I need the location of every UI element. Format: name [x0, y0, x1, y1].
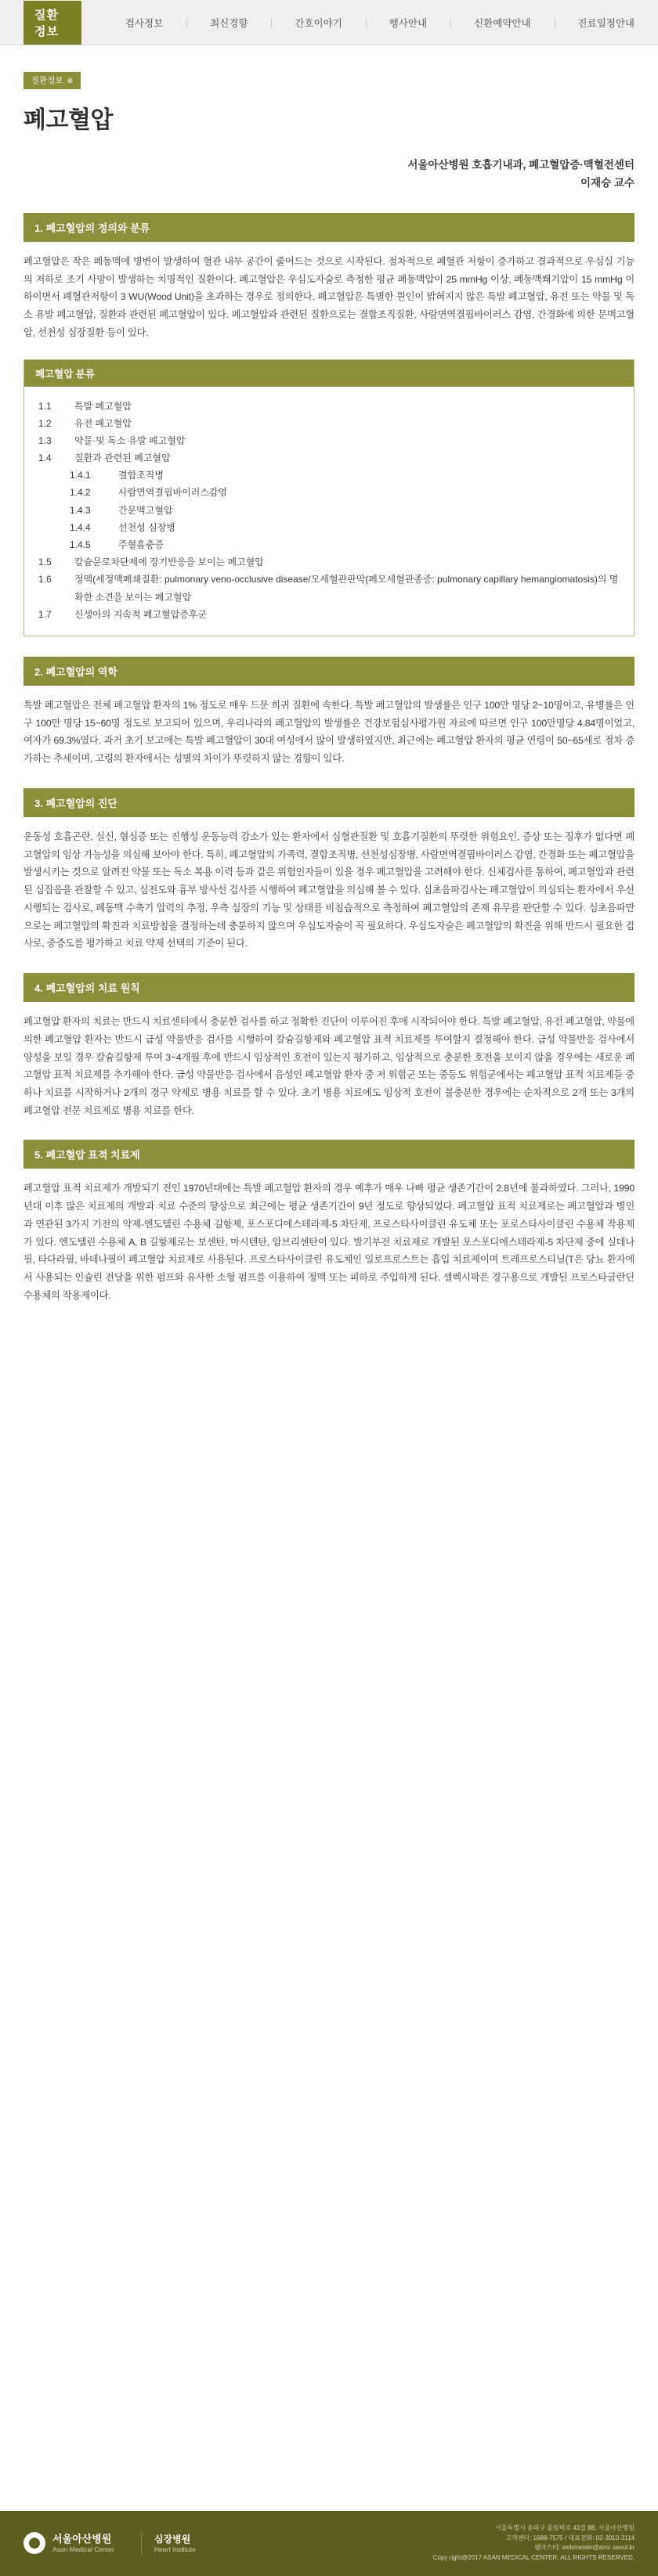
classification-number: 1.4.5	[70, 539, 91, 551]
section-body-4: 폐고혈압 환자의 치료는 반드시 치료센터에서 충분한 검사를 하고 정확한 진단이 이루어진 후에 시작되어야 한다. 특발 폐고혈압, 유전 폐고혈압, 약물에 의한 폐고혈압 환자는 반드시 급성 약물반응 검사를 시행하여 칼슘길항제와 폐고혈압 표적 치료제를 투여할지 결정해야 한다. 급성 약물반응 검사에서 양성을 보일 경우 칼슘길항제 투여 3~4개월 후에 반드시 임상적인 호전이 있는지 평가하고, 임상적으로 충분한 호전을 보이지 않을 경우에는 새로운 폐고혈압 표적 치료제를 추가해야 한다. 급성 약물반응 검사에서 음성인 폐고혈압 환자 중 저 위험군 또는 중등도 위험군에서는 폐고혈압 표적 치료제들 중 하나 치료를 시작하거나 2개의 경구 약제로 병용 치료를 할 수 있다. 초기 병용 치료에도 임상적 호전이 불충분한 경우에는 순차적으로 2개 또는 3개의 폐고혈압 전문 치료제로 병용 치료를 한다.	[24, 1016, 634, 1116]
hospital-name-ko: 서울아산병원	[52, 2532, 112, 2545]
department-name-ko: 심장병원	[154, 2533, 191, 2545]
brand-tag: 질환정보	[24, 1, 81, 45]
classification-text: 질환과 관련된 폐고혈압	[74, 452, 171, 464]
hospital-name	[52, 2532, 114, 2555]
nav-item-2[interactable]: 간호이야기	[271, 16, 365, 30]
classification-text: 약물·및 독소 유발 폐고혈압	[74, 434, 186, 446]
classification-text: 신생아의 지속적 폐고혈압증후군	[74, 608, 207, 620]
classification-text: 정맥(세정맥폐쇄질환: pulmonary veno-occlusive disease/모세혈관판막(폐모세혈관종증: pulmonary capillary hemangiomatosis)의 명확한 소견을 보이는 폐고혈압	[74, 574, 619, 603]
breadcrumb	[24, 72, 81, 89]
classification-row	[38, 519, 620, 536]
footer-address-line-1: 서울특별시 송파구 올림픽로 43길 88, 서울아산병원	[495, 2524, 634, 2531]
classification-text: 간문맥고혈압	[118, 504, 173, 516]
department-name	[154, 2533, 196, 2555]
section-heading-4: 4. 폐고혈압의 치료 원칙	[24, 973, 634, 1002]
breadcrumb-mark-icon: ⊕	[67, 77, 74, 85]
classification-text: 특발 폐고혈압	[74, 400, 132, 412]
byline-affiliation: 서울아산병원 호흡기내과, 폐고혈압증·맥혈전센터	[407, 159, 634, 171]
classification-list	[24, 387, 634, 636]
classification-text: 유전 폐고혈압	[74, 417, 132, 429]
classification-number: 1.4.3	[70, 504, 91, 516]
section-heading-5: 5. 폐고혈압 표적 치료제	[24, 1140, 634, 1169]
footer-copyright: Copy right@2017 ASAN MEDICAL CENTER. ALL RIGHTS RESERVED.	[432, 2554, 634, 2562]
classification-row	[38, 571, 620, 605]
section-heading-3: 3. 폐고혈압의 진단	[24, 788, 634, 817]
page-title: 폐고혈압	[24, 107, 113, 133]
classification-row	[38, 398, 620, 415]
section-body-2: 특발 폐고혈압은 전체 폐고혈압 환자의 1% 정도로 매우 드문 희귀 질환에 속한다. 특발 폐고혈압의 발생률은 인구 100만 명당 2~10명이고, 유병률은 인구 100만 명당 15~60명 정도로 보고되어 있으며, 우리나라의 폐고혈압의 발생률은 건강보험심사평가원 자료에 따르면 인구 100만명당 4.84명이었고, 여자가 69.3%였다. 과거 초기 보고에는 특발 폐고혈압이 30대 여성에서 많이 발생하였지만, 최근에는 폐고혈압 환자의 평균 연령이 50~65세로 점차 증가하는 추세이며, 고령의 환자에서는 성별의 차이가 뚜렷하지 않는 경향이 있다.	[24, 699, 634, 765]
classification-box-title: 폐고혈압 분류	[24, 360, 634, 387]
top-navigation-bar	[0, 0, 658, 45]
classification-number: 1.1	[38, 400, 52, 412]
nav-item-1[interactable]: 최신경향	[186, 16, 271, 30]
article-content	[0, 213, 658, 1377]
classification-number: 1.4.2	[70, 487, 91, 499]
nav-item-4[interactable]: 신환예약안내	[450, 16, 554, 30]
classification-box	[24, 359, 634, 636]
section-body-5: 폐고혈압 표적 치료제가 개발되기 전인 1970년대에는 특발 폐고혈압 환자의 경우 예후가 매우 나빠 평균 생존기간이 2.8년에 불과하였다. 그러나, 1990년대 이후 많은 치료제의 개발과 치료 수준의 향상으로 최근에는 평균 생존기간이 9년 정도로 향상되었다. 폐고혈압 표적 치료제로는 폐고혈압과 병인과 연관된 3가지 기전의 약제-엔도텔린 수용체 길항제, 포스포디에스테라제-5 차단제, 프로스타사이클린 유도체 또는 포로스타사이클린 수용체 작용제가 있다. 엔도텔린 수용체 A, B 길항제로는 보센탄, 마시텐탄, 암브리센탄이 있다. 발기부전 치료제로 개발된 포스포디에스테라제-5 차단제 중에 실데나필, 타다라필, 바데나필이 폐고혈압 치료제로 사용된다. 프로스타사이클린 유도체인 일로프로스트는 흡입 치료제이며 트레프로스티닐(T은 당뇨 환자에서 사용되는 인슐린 전달을 위한 펌프와 유사한 소형 펌프를 이용하여 정맥 또는 피하로 주입하게 된다. 셀렉시팍은 경구용으로 개발된 프로스타글란딘 수용체의 작용제이다.	[24, 1183, 634, 1301]
byline-author: 이재승 교수	[580, 176, 634, 189]
classification-row	[38, 449, 620, 467]
classification-row	[38, 536, 620, 553]
footer-divider	[141, 2531, 142, 2555]
classification-row	[38, 484, 620, 501]
footer-address-line-2: 고객센터: 1688-7575 / 대표전화: 02-3010-3114	[505, 2534, 634, 2542]
breadcrumb-label: 질환정보	[31, 76, 63, 85]
section-body-3: 운동성 호흡곤란, 실신, 협심증 또는 진행성 운동능력 감소가 있는 환자에서 심혈관질환 및 호흡기질환의 뚜렷한 위험요인, 증상 또는 징후가 없다면 폐고혈압의 임상 가능성을 의심해 보아야 한다. 특히, 폐고혈압의 가족력, 결합조직병, 선천성심장병, 사람면역결핍바이러스 감염, 간경화 또는 폐고혈압을 발생시키는 것으로 알려진 약물 또는 독소 복용 이력 등과 같은 위험인자들이 있을 경우 폐고혈압을 고려해야 한다. 신체검사를 통하여, 폐고혈압과 관련된 심잡음을 관찰할 수 있고, 심전도와 흉부 방사선 검사를 시행하여 폐고혈압을 의심해 볼 수 있다. 심초음파검사는 폐고혈압이 의심되는 환자에서 우선 시행되는 검사로, 폐동맥 수축기 압력의 추정, 우측 심장의 기능 및 상태를 비침습적으로 측정하여 폐고혈압의 존재 유무를 판단할 수 있다. 심초음파만으로는 폐고혈압의 확진과 치료방침을 결정하는데 충분하지 않으며 우심도자술이 꼭 필요하다. 우심도자술은 폐고혈압의 확진을 위해 반드시 필요한 검사로, 중증도를 평가하고 치료 약제 선택의 기준이 된다.	[24, 830, 634, 949]
title-block	[0, 45, 658, 149]
footer-address-line-3: 웹마스터: webmaster@amc.seoul.kr	[534, 2544, 634, 2552]
section-body-1: 폐고혈압은 작은 폐동맥에 병변이 발생하여 혈관 내부 공간이 줄어드는 것으로 시작된다. 점차적으로 폐혈관 저항이 증가하고 결과적으로 우심실 기능의 저하로 조기 사망이 발생하는 치명적인 질환이다. 폐고혈압은 우심도자술로 측정한 평균 폐동맥압이 25 mmHg 이상, 폐동맥쐐기압이 15 mmHg 이하이면서 폐혈관저항이 3 WU(Wood Unit)을 초과하는 경우로 정의한다. 폐고혈압은 특별한 원인이 밝혀지지 않은 특발 폐고혈압, 유전 또는 약물 및 독소 유발 폐고혈압, 질환과 관련된 폐고혈압이 있다. 폐고혈압과 관련된 질환으로는 결합조직질환, 사람면역결핍바이러스 감염, 간경화에 의한 문맥고혈압, 선천성 심장질환 등이 있다.	[24, 255, 634, 338]
nav-item-5[interactable]: 진료일정안내	[555, 16, 658, 30]
top-nav-list	[102, 16, 658, 30]
hospital-mark-icon	[24, 2532, 45, 2554]
classification-text: 선천성 심장병	[118, 521, 175, 533]
hospital-name-en: Asan Medical Center	[52, 2545, 114, 2554]
classification-text: 주혈흡충증	[118, 539, 164, 551]
classification-number: 1.4	[38, 452, 52, 464]
classification-row	[38, 606, 620, 623]
nav-item-3[interactable]: 행사안내	[366, 16, 450, 30]
classification-number: 1.3	[38, 434, 52, 446]
spacer	[24, 1314, 634, 1377]
classification-number: 1.4.1	[70, 470, 91, 481]
classification-row	[38, 467, 620, 484]
classification-text: 사람면역결핍바이러스감염	[118, 487, 228, 499]
classification-row	[38, 432, 620, 449]
department-name-en: Heart Institute	[154, 2545, 196, 2553]
page-footer	[0, 2511, 658, 2576]
classification-row	[38, 415, 620, 432]
classification-number: 1.5	[38, 557, 52, 568]
classification-number: 1.6	[38, 574, 52, 585]
byline	[0, 149, 658, 193]
classification-text: 결합조직병	[118, 470, 164, 481]
nav-item-0[interactable]: 검사정보	[125, 17, 164, 29]
section-heading-1: 1. 폐고혈압의 정의와 분류	[24, 213, 634, 242]
classification-number: 1.4.4	[70, 521, 91, 533]
classification-row	[38, 502, 620, 519]
footer-address	[433, 2524, 634, 2563]
classification-text: 칼슘문로차단제에 장기반응을 보이는 폐고혈압	[74, 557, 264, 568]
classification-row	[38, 553, 620, 571]
section-heading-2: 2. 폐고혈압의 역학	[24, 657, 634, 686]
classification-number: 1.2	[38, 417, 52, 429]
classification-number: 1.7	[38, 608, 52, 620]
hospital-logo	[24, 2532, 114, 2555]
